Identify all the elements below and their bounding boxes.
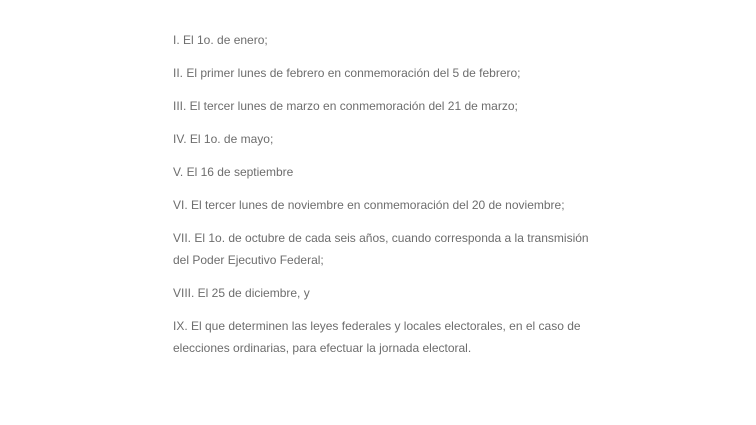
list-item-1: I. El 1o. de enero; <box>173 33 268 47</box>
list-item-5: V. El 16 de septiembre <box>173 165 294 179</box>
holiday-list <box>173 29 593 359</box>
list-item-9: IX. El que determinen las leyes federales y locales electorales, en el caso de elecciones ordinarias, para efectuar la jornada electoral. <box>173 319 581 355</box>
list-item-3: III. El tercer lunes de marzo en conmemoración del 21 de marzo; <box>173 99 518 113</box>
list-item-8: VIII. El 25 de diciembre, y <box>173 286 310 300</box>
list-item-2: II. El primer lunes de febrero en conmemoración del 5 de febrero; <box>173 66 521 80</box>
list-item-7: VII. El 1o. de octubre de cada seis años, cuando corresponda a la transmisión del Poder Ejecutivo Federal; <box>173 231 589 267</box>
list-item-4: IV. El 1o. de mayo; <box>173 132 274 146</box>
list-item-6: VI. El tercer lunes de noviembre en conmemoración del 20 de noviembre; <box>173 198 565 212</box>
